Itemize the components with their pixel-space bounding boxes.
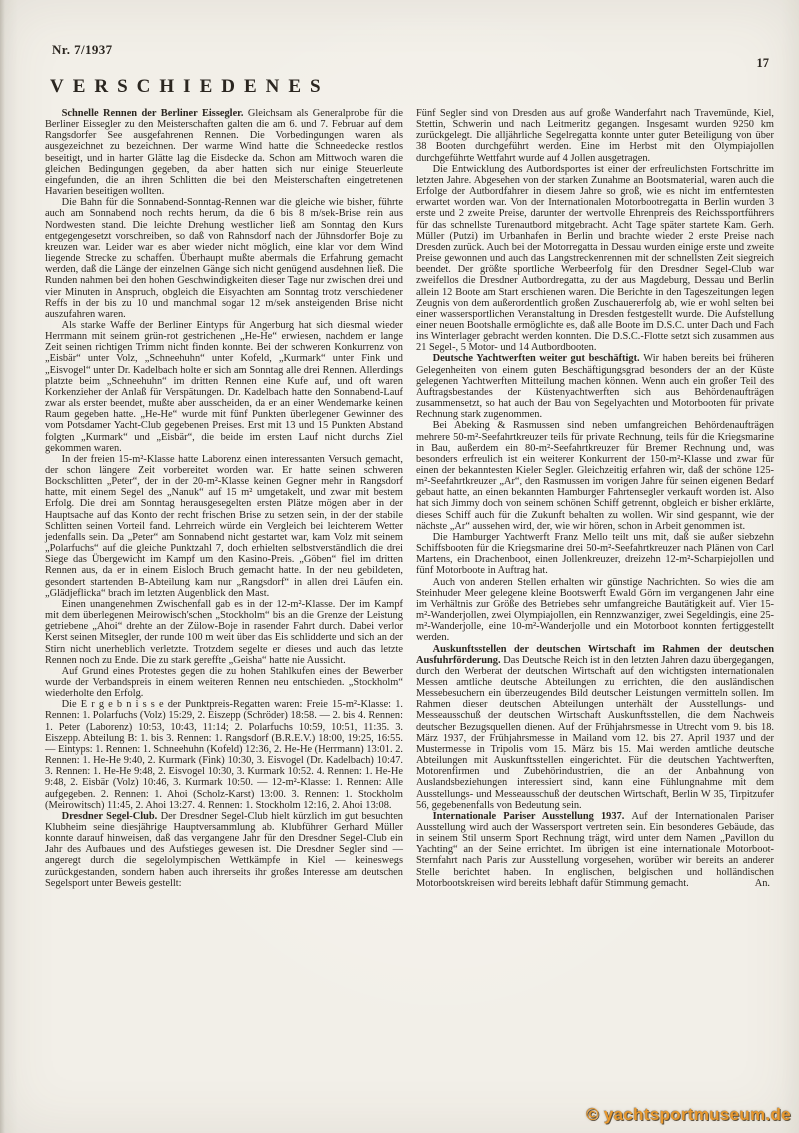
paragraph-lead: Internationale Pariser Ausstellung 1937.	[432, 810, 632, 822]
author-signature: An.	[754, 877, 770, 889]
paragraph: Auskunftsstellen der deutschen Wirtschaft im Rahmen der deutschen Ausfuhrförderung. Das Deutsche Reich ist in den letzten Jahren dazu übergegangen, durch den Werberat der deutschen Wirtschaft auf den wichtigsten internationalen Messen amtliche deutsche Abteilungen zu errichten, die den ausländischen Messebesuchern ein überzeugendes Bild deutscher Leistungen vermitteln sollen. Im Rahmen dieser deutschen Abteilungen unterhält der Ausstellungs- und Messeausschuß der deutschen Wirtschaft Auskunftsstellen, die dem Nachweis deutscher Bezugsquellen dienen. Auf der Frühjahrsmesse in Utrecht vom 9. bis 18. März 1937, der Frühjahrsmesse in Mailand vom 12. bis 27. April 1937 und der Mustermesse in Tripolis vom 15. März bis 15. Mai werden amtliche deutsche Abteilungen mit Auskunftsstellen eingerichtet. Für die deutschen Yachtwerften, Motorenfirmen und Zubehörindustrien, die an der Anbahnung von Auslandsbeziehungen interessiert sind, kann eine Fühlungnahme mit dem Ausstellungs- und Messeausschuß der deutschen Wirtschaft, Berlin W 35, Tirpitzufer 56, gegebenenfalls von Bedeutung sein.	[416, 643, 774, 811]
paragraph: Fünf Segler sind von Dresden aus auf große Wanderfahrt nach Travemünde, Kiel, Stettin, Schwerin und nach Leitmeritz gegangen. Insgesamt wurden 9250 km zurückgelegt. Die alljährliche Segelregatta konnte unter guter Beteiligung von über 38 Booten durchgeführt werden. Eine im Herbst mit den Olympiajollen durchgeführte Wettfahrt wurde auf 4 Jollen ausgetragen.	[416, 108, 774, 164]
text-columns	[45, 108, 775, 889]
page-number: 17	[756, 56, 769, 70]
watermark: © yachtsportmuseum.de	[586, 1105, 791, 1124]
paragraph-lead: Auskunftsstellen der deutschen Wirtschaft im Rahmen der deutschen Ausfuhrförderung.	[416, 643, 774, 666]
paragraph-lead: Schnelle Rennen der Berliner Eissegler.	[61, 108, 248, 119]
paragraph: Die Bahn für die Sonnabend-Sonntag-Rennen war die gleiche wie bisher, führte auch am Sonnabend noch rechts herum, da die 6 bis 8 m/sek-Brise rein aus Nordwesten stand. Die leichte Drehung westlicher ließ am Sonntag den Kurs entgegengesetzt vorschreiben, so daß von Rahnsdorf nach der Jühnsdorfer Boje zu kreuzen war. Leider war es aber wieder nicht möglich, eine klar vor dem Wind liegende Strecke zu schaffen. Überhaupt mußte abermals die Erfahrung gemacht werden, daß die Länge der einzelnen Gänge sich nicht genügend ausdehnen ließ. Die Runden nahmen bei den hohen Geschwindigkeiten dieser Tage nur zwischen drei und vier Minuten in Anspruch, obgleich die Eisyachten am Sonntag trotz verschiedener Reffs in der bis zu 10 und manchmal sogar 12 m/sek ansteigenden Brise nicht auszufahren waren.	[45, 197, 403, 320]
paragraph: Die E r g e b n i s s e der Punktpreis-Regatten waren: Freie 15-m²-Klasse: 1. Rennen: 1. Polarfuchs (Volz) 15:29, 2. Eiszepp (Schröder) 18:58. — 2. bis 4. Rennen: 1. Peter (Laborenz) 10:53, 10:43, 11:14; 2. Polarfuchs 10:59, 10:51, 11:35. 3. Eiszepp. Abteilung B: 1. bis 3. Rennen: 1. Rangsdorf (B.R.E.V.) 18:00, 19:25, 16:55. — Eintyps: 1. Rennen: 1. Schneehuhn (Kofeld) 12:36, 2. He-He (Herrmann) 13:01. 2. Rennen: 1. He-He 9:40, 2. Kurmark (Fink) 10:30, 3. Eisvogel (Dr. Kadelbach) 10:47. 3. Rennen: 1. He-He 9:48, 2. Eisvogel 10:30, 3. Kurmark 10:52. 4. Rennen: 1. He-He 9:48, 2. Eisbär (Volz) 10:46, 3. Kurmark 10:50. — 12-m²-Klasse: 1. Rennen: Alle aufgegeben. 2. Rennen: 1. Ahoi (Scholz-Karst) 13:00. 3. Rennen: 1. Stockholm (Meirowitsch) 11:45, 2. Ahoi 13:27. 4. Rennen: 1. Stockholm 12:16, 2. Ahoi 13:08.	[45, 699, 403, 811]
paragraph: Auf Grund eines Protestes gegen die zu hohen Stahlkufen eines der Bewerber wurde der Verbandspreis in einem weiteren Rennen neu entschieden. „Stockholm“ wiederholte den Erfolg.	[45, 665, 403, 700]
paragraph-lead: Dresdner Segel-Club.	[61, 810, 161, 822]
paragraph: Als starke Waffe der Berliner Eintyps für Angerburg hat sich diesmal wieder Herrmann mit seinem grün-rot gestrichenen „He-He“ erwiesen, nachdem er lange Zeit seinen richtigen Trimm nicht finden konnte. Bei der schweren Konkurrenz von „Eisbär“ unter Volz, „Schneehuhn“ unter Kofeld, „Kurmark“ unter Fink und „Eisvogel“ unter Dr. Kadelbach holte er sich am Sonntag alle drei Rennen. Allerdings platzte beim „Schneehuhn“ im dritten Rennen eine Kufe auf, und oft waren Korkenzieher der Anlaß für Verspätungen. Dr. Kadelbach hatte den Sonnabend-Lauf zwar als erster beendet, mußte aber ausscheiden, da er an einer Wendemarke keinen Raum gegeben hatte. „He-He“ wurde mit fünf Punkten überlegener Gewinner des vom Potsdamer Yacht-Club gegebenen Preises. Erst mit 13 und 15 Punkten Abstand folgten „Kurmark“ und „Eisbär“, die beide im ersten Lauf nicht durchs Ziel gekommen waren.	[45, 319, 403, 454]
paragraph: Auch von anderen Stellen erhalten wir günstige Nachrichten. So wies die am Steinhuder Meer gelegene kleine Bootswerft Ewald Görn im vergangenen Jahr eine im Verhältnis zur Größe des Betriebes sehr umfangreiche Bautätigkeit auf. Vier 15-m²-Wanderjollen, zwei Olympiajollen, ein Rennzwanziger, zwei Segeldingis, eine 25-m²-Wanderjolle, eine 10-m²-Wanderjolle und ein Motorboot konnten fertiggestellt werden.	[416, 576, 774, 644]
paragraph: Schnelle Rennen der Berliner Eissegler. Gleichsam als Generalprobe für die Berliner Eissegler zu den Meisterschaften galten die am 6. und 7. Februar auf dem Rangsdorfer See ausgefahrenen Rennen. Die Vorbedingungen waren als ausgezeichnet zu bezeichnen. Der warme Wind hatte die Schneedecke restlos beseitigt, und in harter Glätte lag die Eisdecke da. Schon am Mittwoch waren die gleichen Bedingungen gegeben, da aber hatten sich nur einige Steuerleute eingefunden, die an ihren Schlitten die bei den Meisterschaften eingetretenen Havarien beseitigen wollten.	[45, 108, 403, 198]
paragraph: Bei Abeking & Rasmussen sind neben umfangreichen Behördenaufträgen mehrere 50-m²-Seefahrtkreuzer teils für private Rechnung, teils für die Kriegsmarine in Bau, außerdem ein 80-m²-Seefahrtkreuzer für Bremer Rechnung und, was besonders erfreulich ist ein weiterer Konkurrent der 150-m²-Klasse und zwar für einen der bekanntesten Kieler Segler. Gleichzeitig erfahren wir, daß der schöne 125-m²-Seefahrtkreuzer „Ar“, den Rasmussen im vorigen Jahre für seinen eigenen Bedarf gebaut hatte, an einen bekannten Hamburger Fahrtensegler verkauft worden ist. Also hat sich Jimmy doch von seinem schönen Schiff getrennt, obgleich er bisher erklärte, dieses Schiff auch für die Zukunft behalten zu wollen. Wir sind gespannt, wie der nächste „Ar“ aussehen wird, der, wie wir hören, schon in Arbeit genommen ist.	[416, 420, 774, 532]
paragraph: Die Hamburger Yachtwerft Franz Mello teilt uns mit, daß sie außer siebzehn Schiffsbooten für die Kriegsmarine drei 50-m²-Seefahrtkreuzer nach Plänen von Carl Martens, ein Drachenboot, einen Jollenkreuzer, dreizehn 12-m²-Scharpiejollen und fünf Motorboote in Auftrag hat.	[416, 531, 774, 577]
paragraph: In der freien 15-m²-Klasse hatte Laborenz einen interessanten Versuch gemacht, der schon längere Zeit vorbereitet worden war. Er hatte seinen schweren Bockschlitten „Peter“, der in der 20-m²-Klasse keinen Gegner mehr in Rangsdorf hatte, mit einem Segel des „Nanuk“ auf 15 m² umgetakelt, und zwar mit bestem Erfolg. Die drei am Sonntag herausgesegelten ersten Plätze mögen aber in der Hauptsache auf das Konto der recht frischen Brise zu setzen sein, in der der stabile Schlitten seinen Vorteil fand. Lehrreich würde ein Vergleich bei leichterem Wetter jedenfalls sein. Da „Peter“ am Sonnabend nicht gestartet war, kam Volz mit seinem „Polarfuchs“ auf die gleiche Punktzahl 7, doch erhielten selbstverständlich die drei Siege das Übergewicht im Kampf um den Kasino-Preis. „Göben“ fiel im dritten Rennen aus, da er in einem Eisloch Bruch gemacht hatte. In der neu gebildeten, gesondert startenden B-Abteilung kam nur „Rangsdorf“ in allen drei Läufen ein. „Glädjeflicka“ brach im letzten Augenblick den Mast.	[45, 453, 403, 599]
paragraph: Einen unangenehmen Zwischenfall gab es in der 12-m²-Klasse. Der im Kampf mit dem überlegenen Meirowisch'schen „Stockholm“ bis an die Grenze der Leistung getriebene „Ahoi“ drehte an der Zülow-Boje in rasender Fahrt durch. Dabei verlor Kerst seinen Mitsegler, der runde 100 m weit über das Eis schlidderte und sich an der Stirn nicht unerheblich verletzte. Trotzdem segelte er dieses und auch das letzte Rennen noch zu Ende. Die zu stark gereffte „Geisha“ hatte nie Aussicht.	[45, 598, 403, 666]
paragraph: Die Entwicklung des Autbordsportes ist einer der erfreulichsten Fortschritte im letzten Jahre. Abgesehen von der starken Zunahme an Bootsmaterial, waren auch die Erfolge der Autbordfahrer in diesem Jahre so groß, wie es nicht im entferntesten erwartet worden war. Von der Internationalen Motorbootregatta in Berlin wurden 3 erste und 2 zweite Preise, darunter der wertvolle Ehrenpreis des Reichssportführers für das schnellste Turenautbord mitgebracht. Acht Tage später startete Kam. Gerh. Müller (Putzi) im Urbanhafen in Berlin und brachte wieder 2 erste Preise nach Dresden zurück. Auch bei der Motorregatta in Dessau wurden einige erste und zweite Preise gewonnen und auch das Langstreckenrennen mit der schnellsten Zeit siegreich beendet. Der größte sportliche Werbeerfolg für den Dresdner Segel-Club war zweifellos die Dresdner Autbordregatta, zu der aus Magdeburg, Dessau und Berlin allein 12 Boote am Start erschienen waren. Die Berichte in den Tageszeitungen legen Zeugnis von dem außerordentlich großen Zuschauererfolg ab, wie er wohl selten bei einer wassersportlichen Veranstaltung in Dresden festgestellt wurde. Die Aufstellung einer neuen Bootshalle ermöglichte es, daß alle Boote im D.S.C. unter Dach und Fach ins Winterlager gebracht werden konnten. Die D.S.C.-Flotte setzt sich zusammen aus 21 Segel-, 5 Motor- und 14 Autbordbooten.	[416, 163, 774, 354]
paragraph: Deutsche Yachtwerften weiter gut beschäftigt. Wir haben bereits bei früheren Gelegenheiten von einem guten Beschäftigungsgrad besonders der an der Küste gelegenen Yachtwerften Mitteilung machen können. Wenn auch ein großer Teil des Auftragsbestandes der Küstenyachtwerften sich aus Behördenaufträgen zusammensetzt, so hat auch der Bau von Segelyachten und Motorbooten für private Rechnung stark zugenommen.	[416, 353, 774, 421]
column-right	[416, 108, 774, 889]
paragraph-lead: Deutsche Yachtwerften weiter gut beschäftigt.	[432, 353, 644, 365]
paragraph: Dresdner Segel-Club. Der Dresdner Segel-Club hielt kürzlich im gut besuchten Klubheim seine diesjährige Hauptversammlung ab. Klubführer Gerhard Müller konnte darauf hinweisen, daß das vergangene Jahr für den Dresdner Segel-Club ein Jahr des Aufbaues und des Aufstieges gewesen ist. Die Dresdner Segler sind — angeregt durch die segelolympischen Wettkämpfe in Kiel — keineswegs zurückgestanden, sondern haben auch ihrerseits ihr großes Interesse am deutschen Segelsport unter Beweis gestellt:	[45, 810, 404, 889]
column-left	[45, 108, 403, 889]
paragraph: Internationale Pariser Ausstellung 1937. Auf der Internationalen Pariser Ausstellung wird auch der Wassersport vertreten sein. Ein besonderes Gebäude, das in seinem Stil unserm Sport Rechnung trägt, wird unter dem Namen „Pavillon du Yachting“ an der Seine errichtet. Im übrigen ist eine internationale Motorboot-Sternfahrt nach Paris zur Ausstellung vorgesehen, worüber wir bereits an anderer Stelle berichtet haben. In englischen, belgischen und holländischen Motorbootskreisen wird bereits lebhaft dafür Stimmung gemacht.	[416, 810, 775, 889]
issue-number: Nr. 7/1937	[52, 42, 113, 57]
page-title: VERSCHIEDENES	[50, 76, 330, 97]
